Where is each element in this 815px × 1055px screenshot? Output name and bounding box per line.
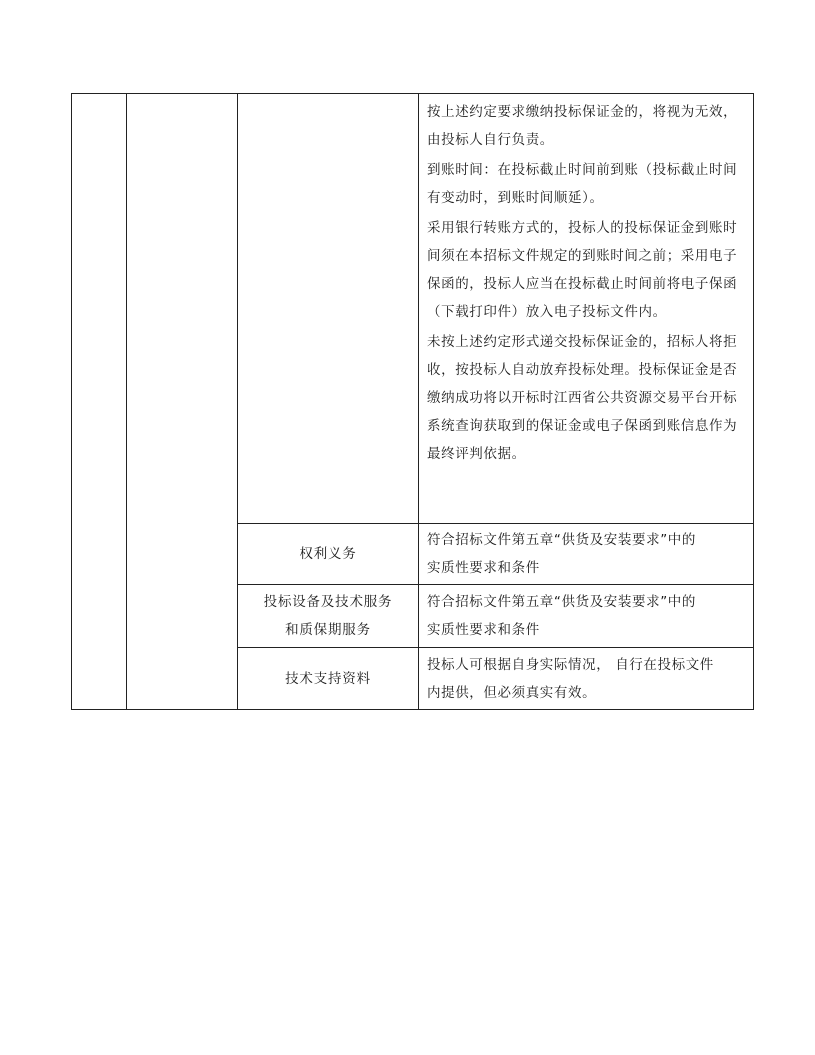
evaluation-table: [71, 93, 754, 710]
row-label-rights: [238, 524, 418, 584]
row-requirement-equipment-service: [419, 585, 754, 647]
row-label-text: 投标设备及技术服务 和质保期服务: [263, 594, 393, 638]
row-label-text: 权利义务: [299, 546, 357, 562]
column-divider: [126, 94, 127, 709]
row-requirement-text: 投标人可根据自身实际情况， 自行在投标文件 内提供，但必须真实有效。: [427, 657, 714, 701]
row-label-text: 技术支持资料: [285, 671, 371, 687]
row-requirement-tech-support: [419, 648, 754, 710]
row-requirement-text: 符合招标文件第五章“供货及安装要求”中的 实质性要求和条件: [427, 594, 696, 638]
deposit-paragraph: 未按上述约定形式递交投标保证金的，招标人将拒收，按投标人自动放弃投标处理。投标保证金是否缴纳成功将以开标时江西省公共资源交易平台开标系统查询获取到的保证金或电子保函到账信息作为最终评判依据。: [427, 334, 738, 462]
row-requirement-text: 符合招标文件第五章“供货及安装要求”中的 实质性要求和条件: [427, 532, 696, 576]
deposit-paragraph: 按上述约定要求缴纳投标保证金的，将视为无效，由投标人自行负责。: [427, 104, 738, 148]
row-requirement-rights: [419, 524, 754, 584]
deposit-paragraph: 到账时间：在投标截止时间前到账（投标截止时间有变动时，到账时间顺延）。: [427, 162, 738, 206]
row-label-equipment-service: [238, 585, 418, 647]
deposit-paragraph: 采用银行转账方式的，投标人的投标保证金到账时间须在本招标文件规定的到账时间之前；采用电子保函的，投标人应当在投标截止时间前将电子保函（下载打印件）放入电子投标文件内。: [427, 220, 738, 320]
deposit-requirements-cell: [419, 98, 754, 522]
row-label-tech-support: [238, 648, 418, 710]
